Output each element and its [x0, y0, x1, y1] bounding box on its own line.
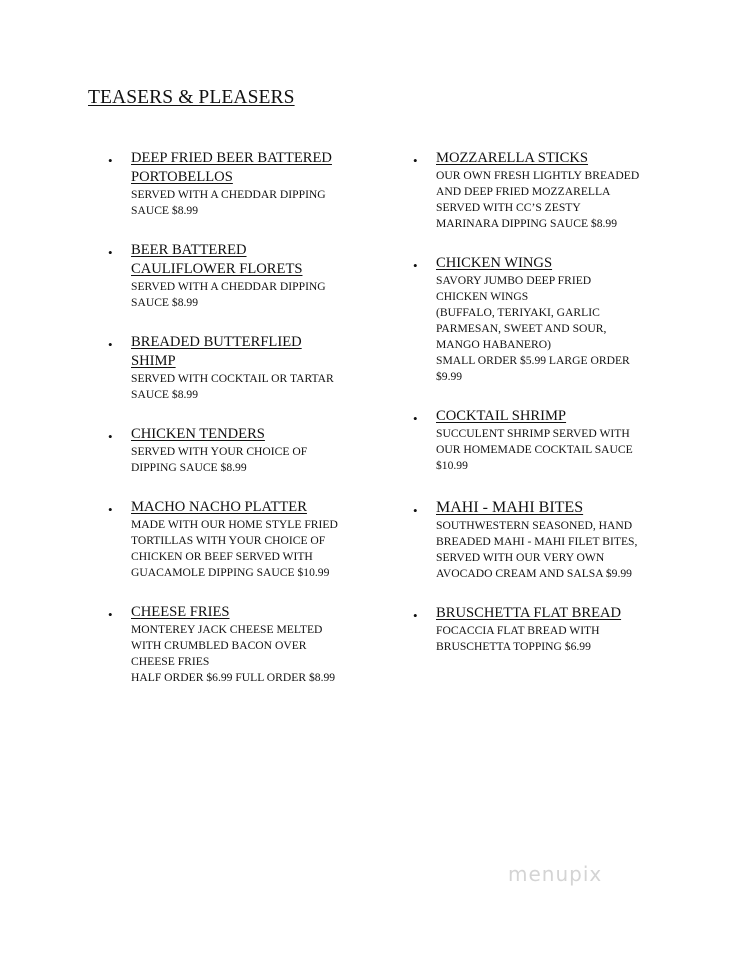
menu-item-description-line: AVOCADO CREAM AND SALSA $9.99 [436, 567, 632, 580]
menu-item-description-line: MADE WITH OUR HOME STYLE FRIED [131, 518, 338, 531]
menu-column-left [108, 149, 368, 686]
menu-item-description-line: OUR OWN FRESH LIGHTLY BREADED [436, 169, 640, 182]
menu-item-name: DEEP FRIED BEER BATTERED [131, 150, 332, 166]
menu-item-name: BREADED BUTTERFLIED [131, 334, 302, 350]
menu-item-description-line: SAUCE $8.99 [131, 204, 198, 217]
menu-item [108, 149, 368, 219]
menu-item-description-line: SAUCE $8.99 [131, 388, 198, 401]
menu-item-description-line: BRUSCHETTA TOPPING $6.99 [436, 640, 591, 653]
menu-item-description [131, 444, 368, 476]
menu-item-description-line: CHICKEN OR BEEF SERVED WITH [131, 550, 313, 563]
menu-item [413, 497, 693, 582]
menu-item-name: MAHI - MAHI BITES [436, 499, 584, 516]
menu-item [413, 604, 693, 655]
menu-item-name: MACHO NACHO PLATTER [131, 499, 307, 515]
menu-item-description-line: WITH CRUMBLED BACON OVER [131, 639, 307, 652]
menu-item-description-line: SAVORY JUMBO DEEP FRIED [436, 274, 592, 287]
bullet-icon: • [108, 337, 113, 352]
menu-item-name: MOZZARELLA STICKS [436, 150, 589, 166]
menu-item-description-line: CHICKEN WINGS [436, 290, 529, 303]
bullet-icon: • [413, 503, 418, 518]
menu-item-name: CHEESE FRIES [131, 604, 230, 620]
menu-item-description-line: MONTEREY JACK CHEESE MELTED [131, 623, 323, 636]
menu-item-description-line: AND DEEP FRIED MOZZARELLA [436, 185, 611, 198]
menu-item-description-line: MARINARA DIPPING SAUCE $8.99 [436, 217, 618, 230]
menu-item-description-line: (BUFFALO, TERIYAKI, GARLIC [436, 306, 600, 319]
bullet-icon: • [413, 411, 418, 426]
bullet-icon: • [108, 245, 113, 260]
menu-item-description-line: DIPPING SAUCE $8.99 [131, 461, 247, 474]
menu-item [108, 333, 368, 403]
menu-item-description [131, 187, 368, 219]
menu-item-description [131, 279, 368, 311]
menu-item-description [131, 622, 368, 686]
menu-item-description [436, 426, 693, 474]
menu-item [108, 498, 368, 581]
menu-item-description-line: FOCACCIA FLAT BREAD WITH [436, 624, 600, 637]
menu-item-name: PORTOBELLOS [131, 169, 233, 185]
menu-item-description [436, 518, 693, 582]
menu-item-description [436, 273, 693, 385]
menu-item-description-line: OUR HOMEMADE COCKTAIL SAUCE [436, 443, 633, 456]
menu-item-description-line: SERVED WITH A CHEDDAR DIPPING [131, 280, 326, 293]
menu-item-description [436, 623, 693, 655]
menu-item-name: CHICKEN WINGS [436, 255, 553, 271]
menu-item-description-line: SMALL ORDER $5.99 LARGE ORDER [436, 354, 630, 367]
menu-item [413, 254, 693, 385]
menu-item [413, 407, 693, 474]
bullet-icon: • [108, 429, 113, 444]
menu-item-description-line: CHEESE FRIES [131, 655, 210, 668]
menu-item-name: CHICKEN TENDERS [131, 426, 265, 442]
menu-item [413, 149, 693, 232]
menu-item-name: COCKTAIL SHRIMP [436, 408, 567, 424]
bullet-icon: • [413, 153, 418, 168]
menu-item-name: SHIMP [131, 353, 176, 369]
watermark-logo: menupix [508, 862, 603, 886]
menu-item-description-line: SUCCULENT SHRIMP SERVED WITH [436, 427, 630, 440]
menu-item-description-line: MANGO HABANERO) [436, 338, 551, 351]
menu-column-right [413, 149, 693, 655]
menu-item-description-line: SERVED WITH COCKTAIL OR TARTAR [131, 372, 334, 385]
menu-item-description [131, 371, 368, 403]
menu-item-description-line: SERVED WITH OUR VERY OWN [436, 551, 605, 564]
menu-item-description-line: GUACAMOLE DIPPING SAUCE $10.99 [131, 566, 330, 579]
menu-item-name: CAULIFLOWER FLORETS [131, 261, 303, 277]
menu-item [108, 425, 368, 476]
menu-item-description-line: PARMESAN, SWEET AND SOUR, [436, 322, 607, 335]
menu-item-description-line: SERVED WITH YOUR CHOICE OF [131, 445, 308, 458]
bullet-icon: • [108, 607, 113, 622]
menu-item-description [436, 168, 693, 232]
page-title: TEASERS & PLEASERS [88, 87, 295, 108]
menu-item-name: BEER BATTERED [131, 242, 247, 258]
menu-item-description-line: SERVED WITH CC’S ZESTY [436, 201, 581, 214]
menu-item-description-line: SOUTHWESTERN SEASONED, HAND [436, 519, 633, 532]
bullet-icon: • [108, 502, 113, 517]
menu-item-description [131, 517, 368, 581]
bullet-icon: • [413, 258, 418, 273]
menu-item-description-line: SERVED WITH A CHEDDAR DIPPING [131, 188, 326, 201]
menu-item-description-line: SAUCE $8.99 [131, 296, 198, 309]
menu-item-name: BRUSCHETTA FLAT BREAD [436, 605, 622, 621]
menu-item-description-line: HALF ORDER $6.99 FULL ORDER $8.99 [131, 671, 336, 684]
menu-item [108, 241, 368, 311]
menu-item-description-line: $9.99 [436, 370, 463, 383]
bullet-icon: • [108, 153, 113, 168]
bullet-icon: • [413, 608, 418, 623]
menu-item-description-line: $10.99 [436, 459, 468, 472]
menu-item [108, 603, 368, 686]
menu-item-description-line: TORTILLAS WITH YOUR CHOICE OF [131, 534, 326, 547]
menu-item-description-line: BREADED MAHI - MAHI FILET BITES, [436, 535, 638, 548]
